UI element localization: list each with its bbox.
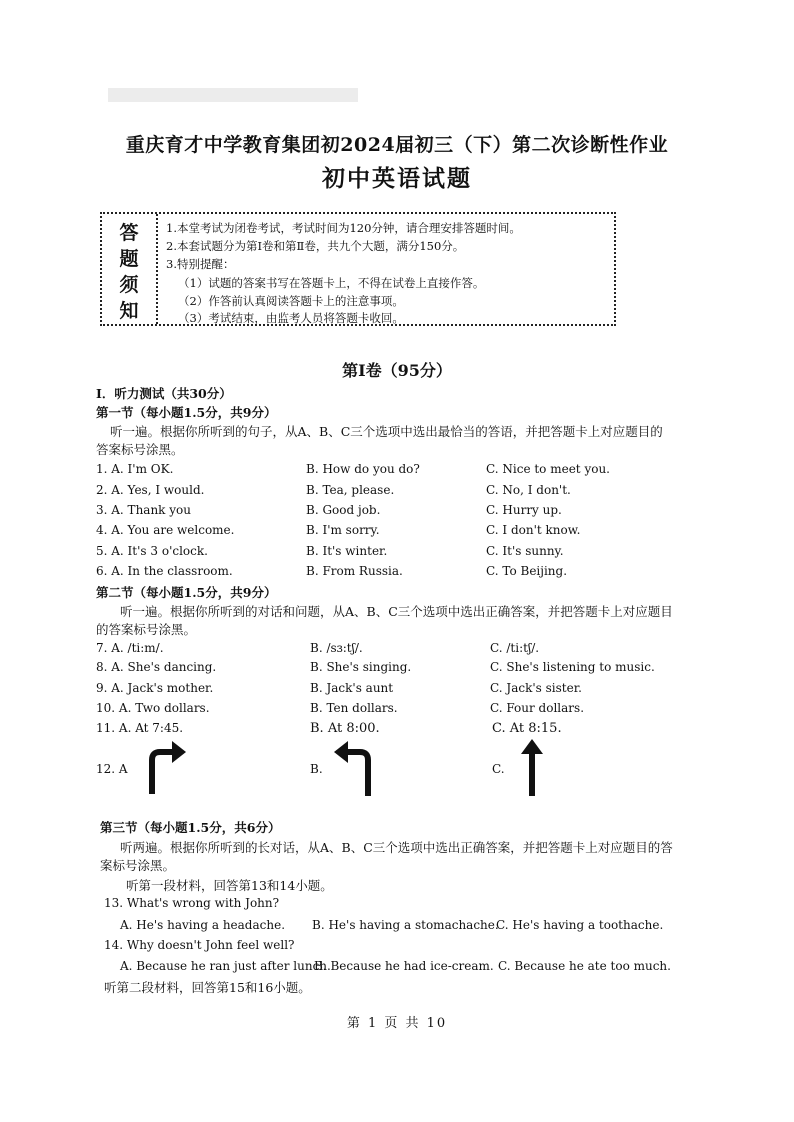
notice-heading: 答 题 须 知 [119,222,139,322]
sec1-instruction: 答案标号涂黑。 [96,442,184,457]
q3-option-b: B. Good job. [306,503,381,517]
q11-option-a: 11. A. At 7:45. [96,721,184,735]
q8-option-a: 8. A. She's dancing. [96,660,217,674]
q14-option-b: B. Because he had ice-cream. [314,959,494,973]
notice-line: 1.本堂考试为闭卷考试，考试时间为120分钟，请合理安排答题时间。 [166,221,521,235]
scan-artifact [108,88,358,102]
q2-option-c: C. No, I don't. [486,483,571,497]
q11-option-c: C. At 8:15. [492,721,562,736]
sec3-instruction: 案标号涂黑。 [100,858,176,873]
q12-option-c: C. [492,762,505,776]
q8-option-c: C. She's listening to music. [490,660,655,674]
q3-option-c: C. Hurry up. [486,503,562,517]
q10-option-b: B. Ten dollars. [310,701,398,715]
q7-option-c: C. /ti:tʃ/. [490,641,540,655]
part-title: Ⅰ．听力测试（共30分） [96,386,232,401]
q9-option-a: 9. A. Jack's mother. [96,681,214,695]
notice-divider [156,214,158,324]
q13-option-a: A. He's having a headache. [120,918,286,932]
q1-option-c: C. Nice to meet you. [486,462,610,476]
sec3-material: 听第一段材料，回答第13和14小题。 [126,878,333,893]
q14-option-a: A. Because he ran just after lunch. [120,959,331,973]
sec3-instruction: 听两遍。根据你所听到的长对话，从A、B、C三个选项中选出正确答案，并把答题卡上对应题目的答 [120,840,673,855]
q14-stem: 14. Why doesn't John feel well? [104,938,295,952]
notice-box [100,212,616,326]
notice-line: （3）考试结束，由监考人员将答题卡收回。 [178,311,404,325]
q7-option-b: B. /sɜ:tʃ/. [310,641,363,655]
sec1-title: 第一节（每小题1.5分，共9分） [96,405,277,420]
q3-option-a: 3. A. Thank you [96,503,191,517]
q2-option-b: B. Tea, please. [306,483,395,497]
q4-option-a: 4. A. You are welcome. [96,523,235,537]
straight-arrow-icon [516,736,548,798]
q7-option-a: 7. A. /ti:m/. [96,641,164,655]
notice-line: （1）试题的答案书写在答题卡上，不得在试卷上直接作答。 [178,276,485,290]
q12-option-a: 12. A [96,762,128,776]
sec2-instruction: 听一遍。根据你所听到的对话和问题，从A、B、C三个选项中选出正确答案，并把答题卡上对应题目 [120,604,673,619]
notice-line: 3.特别提醒： [166,257,235,271]
q2-option-a: 2. A. Yes, I would. [96,483,205,497]
notice-line: （2）作答前认真阅读答题卡上的注意事项。 [178,294,404,308]
q10-option-c: C. Four dollars. [490,701,585,715]
notice-line: 2.本套试题分为第Ⅰ卷和第Ⅱ卷，共九个大题，满分150分。 [166,239,465,253]
exam-title: 重庆育才中学教育集团初2024届初三（下）第二次诊断性作业 [125,134,669,156]
q4-option-b: B. I'm sorry. [306,523,380,537]
q6-option-a: 6. A. In the classroom. [96,564,233,578]
q13-stem: 13. What's wrong with John? [104,896,280,910]
section-title: 第Ⅰ卷（95分） [342,361,452,380]
sec1-instruction: 听一遍。根据你所听到的句子，从A、B、C三个选项中选出最恰当的答语，并把答题卡上对应题目的 [110,424,663,439]
q9-option-b: B. Jack's aunt [310,681,394,695]
q1-option-b: B. How do you do? [306,462,420,476]
q5-option-b: B. It's winter. [306,544,388,558]
q9-option-c: C. Jack's sister. [490,681,582,695]
exam-subtitle: 初中英语试题 [322,165,472,192]
q4-option-c: C. I don't know. [486,523,581,537]
page-footer: 第 1 页 共 10 [346,1016,448,1031]
sec3-material: 听第二段材料，回答第15和16小题。 [104,980,311,995]
turn-right-arrow-icon [140,736,190,796]
sec3-title: 第三节（每小题1.5分，共6分） [100,820,281,835]
q6-option-c: C. To Beijing. [486,564,568,578]
q11-option-b: B. At 8:00. [310,721,380,736]
q5-option-a: 5. A. It's 3 o'clock. [96,544,208,558]
q13-option-b: B. He's having a stomachache. [312,918,499,932]
sec2-title: 第二节（每小题1.5分，共9分） [96,585,277,600]
q6-option-b: B. From Russia. [306,564,403,578]
q10-option-a: 10. A. Two dollars. [96,701,210,715]
q13-option-c: C. He's having a toothache. [496,918,664,932]
q14-option-c: C. Because he ate too much. [498,959,671,973]
q1-option-a: 1. A. I'm OK. [96,462,174,476]
sec2-instruction: 的答案标号涂黑。 [96,622,197,637]
q5-option-c: C. It's sunny. [486,544,564,558]
turn-left-arrow-icon [330,736,380,798]
q12-option-b: B. [310,762,323,776]
q8-option-b: B. She's singing. [310,660,412,674]
